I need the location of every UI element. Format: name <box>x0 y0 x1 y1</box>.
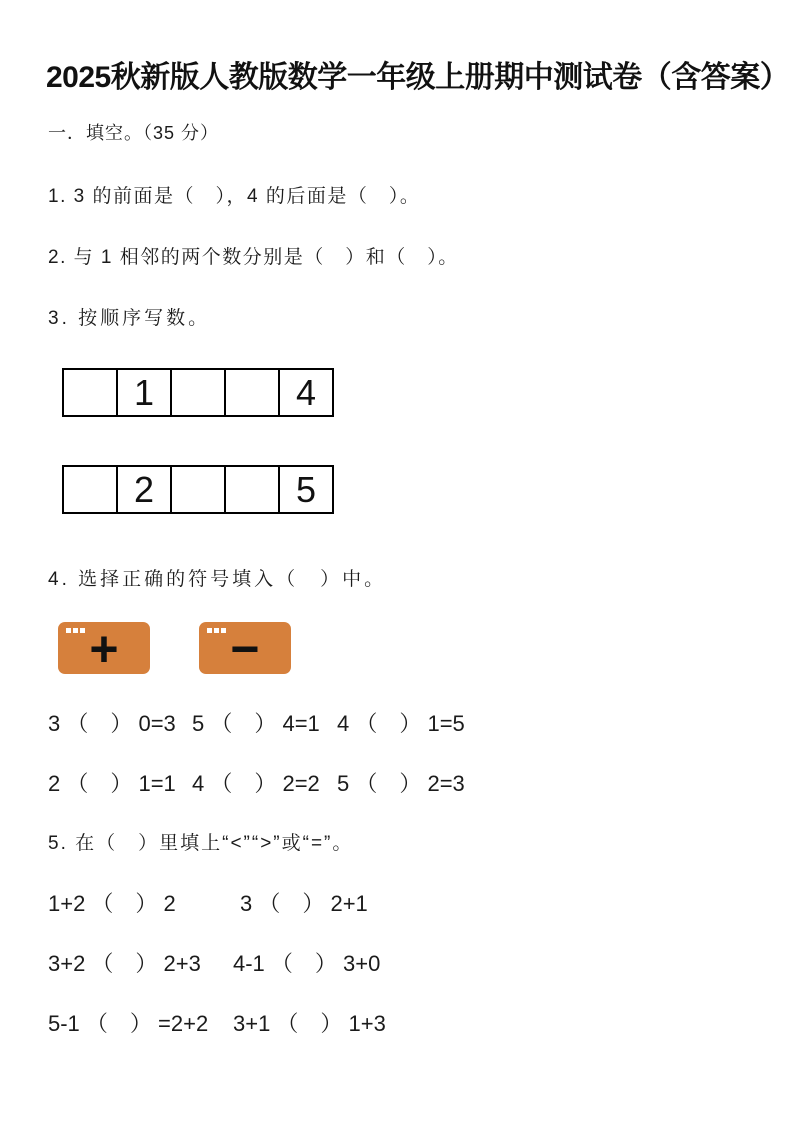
comparison-item: 5-1 （ ） =2+2 <box>48 1011 209 1036</box>
table-cell <box>225 466 279 513</box>
minus-symbol: − <box>230 621 260 677</box>
comparison-item: 3+2 （ ） 2+3 <box>48 951 201 976</box>
question-1: 1. 3 的前面是（ ），4 的后面是（ ）。 <box>48 186 421 207</box>
symbol-card-minus[interactable] <box>199 621 291 677</box>
plus-symbol: + <box>89 621 119 677</box>
table-cell: 5 <box>279 466 333 513</box>
table-cell: 2 <box>117 466 171 513</box>
table-cell <box>63 369 117 416</box>
symbol-card-plus[interactable] <box>58 621 150 677</box>
comparison-item: 4-1 （ ） 3+0 <box>233 951 381 976</box>
equation: 3 （ ） 0=3 <box>48 711 176 736</box>
table-cell <box>171 369 225 416</box>
section-heading: 一．填空。（35 分） <box>48 123 220 143</box>
number-sequence-table-1 <box>62 368 334 417</box>
equation: 5 （ ） 4=1 <box>192 711 320 736</box>
equation: 4 （ ） 2=2 <box>192 771 320 796</box>
equation: 4 （ ） 1=5 <box>337 711 465 736</box>
table-cell <box>225 369 279 416</box>
question-5: 5. 在（ ）里填上“<”“>”或“=”。 <box>48 833 354 854</box>
equation: 2 （ ） 1=1 <box>48 771 176 796</box>
table-cell: 4 <box>279 369 333 416</box>
comparison-item: 3 （ ） 2+1 <box>240 891 368 916</box>
table-cell <box>171 466 225 513</box>
page-title: 2025秋新版人教版数学一年级上册期中测试卷（含答案） <box>46 61 790 94</box>
question-2: 2. 与 1 相邻的两个数分别是（ ）和（ ）。 <box>48 247 459 268</box>
question-3: 3. 按顺序写数。 <box>48 308 211 329</box>
table-cell <box>63 466 117 513</box>
table-cell: 1 <box>117 369 171 416</box>
equation: 5 （ ） 2=3 <box>337 771 465 796</box>
comparison-item: 3+1 （ ） 1+3 <box>233 1011 386 1036</box>
question-4: 4. 选择正确的符号填入（ ）中。 <box>48 569 387 590</box>
number-sequence-table-2 <box>62 465 334 514</box>
comparison-item: 1+2 （ ） 2 <box>48 891 176 916</box>
